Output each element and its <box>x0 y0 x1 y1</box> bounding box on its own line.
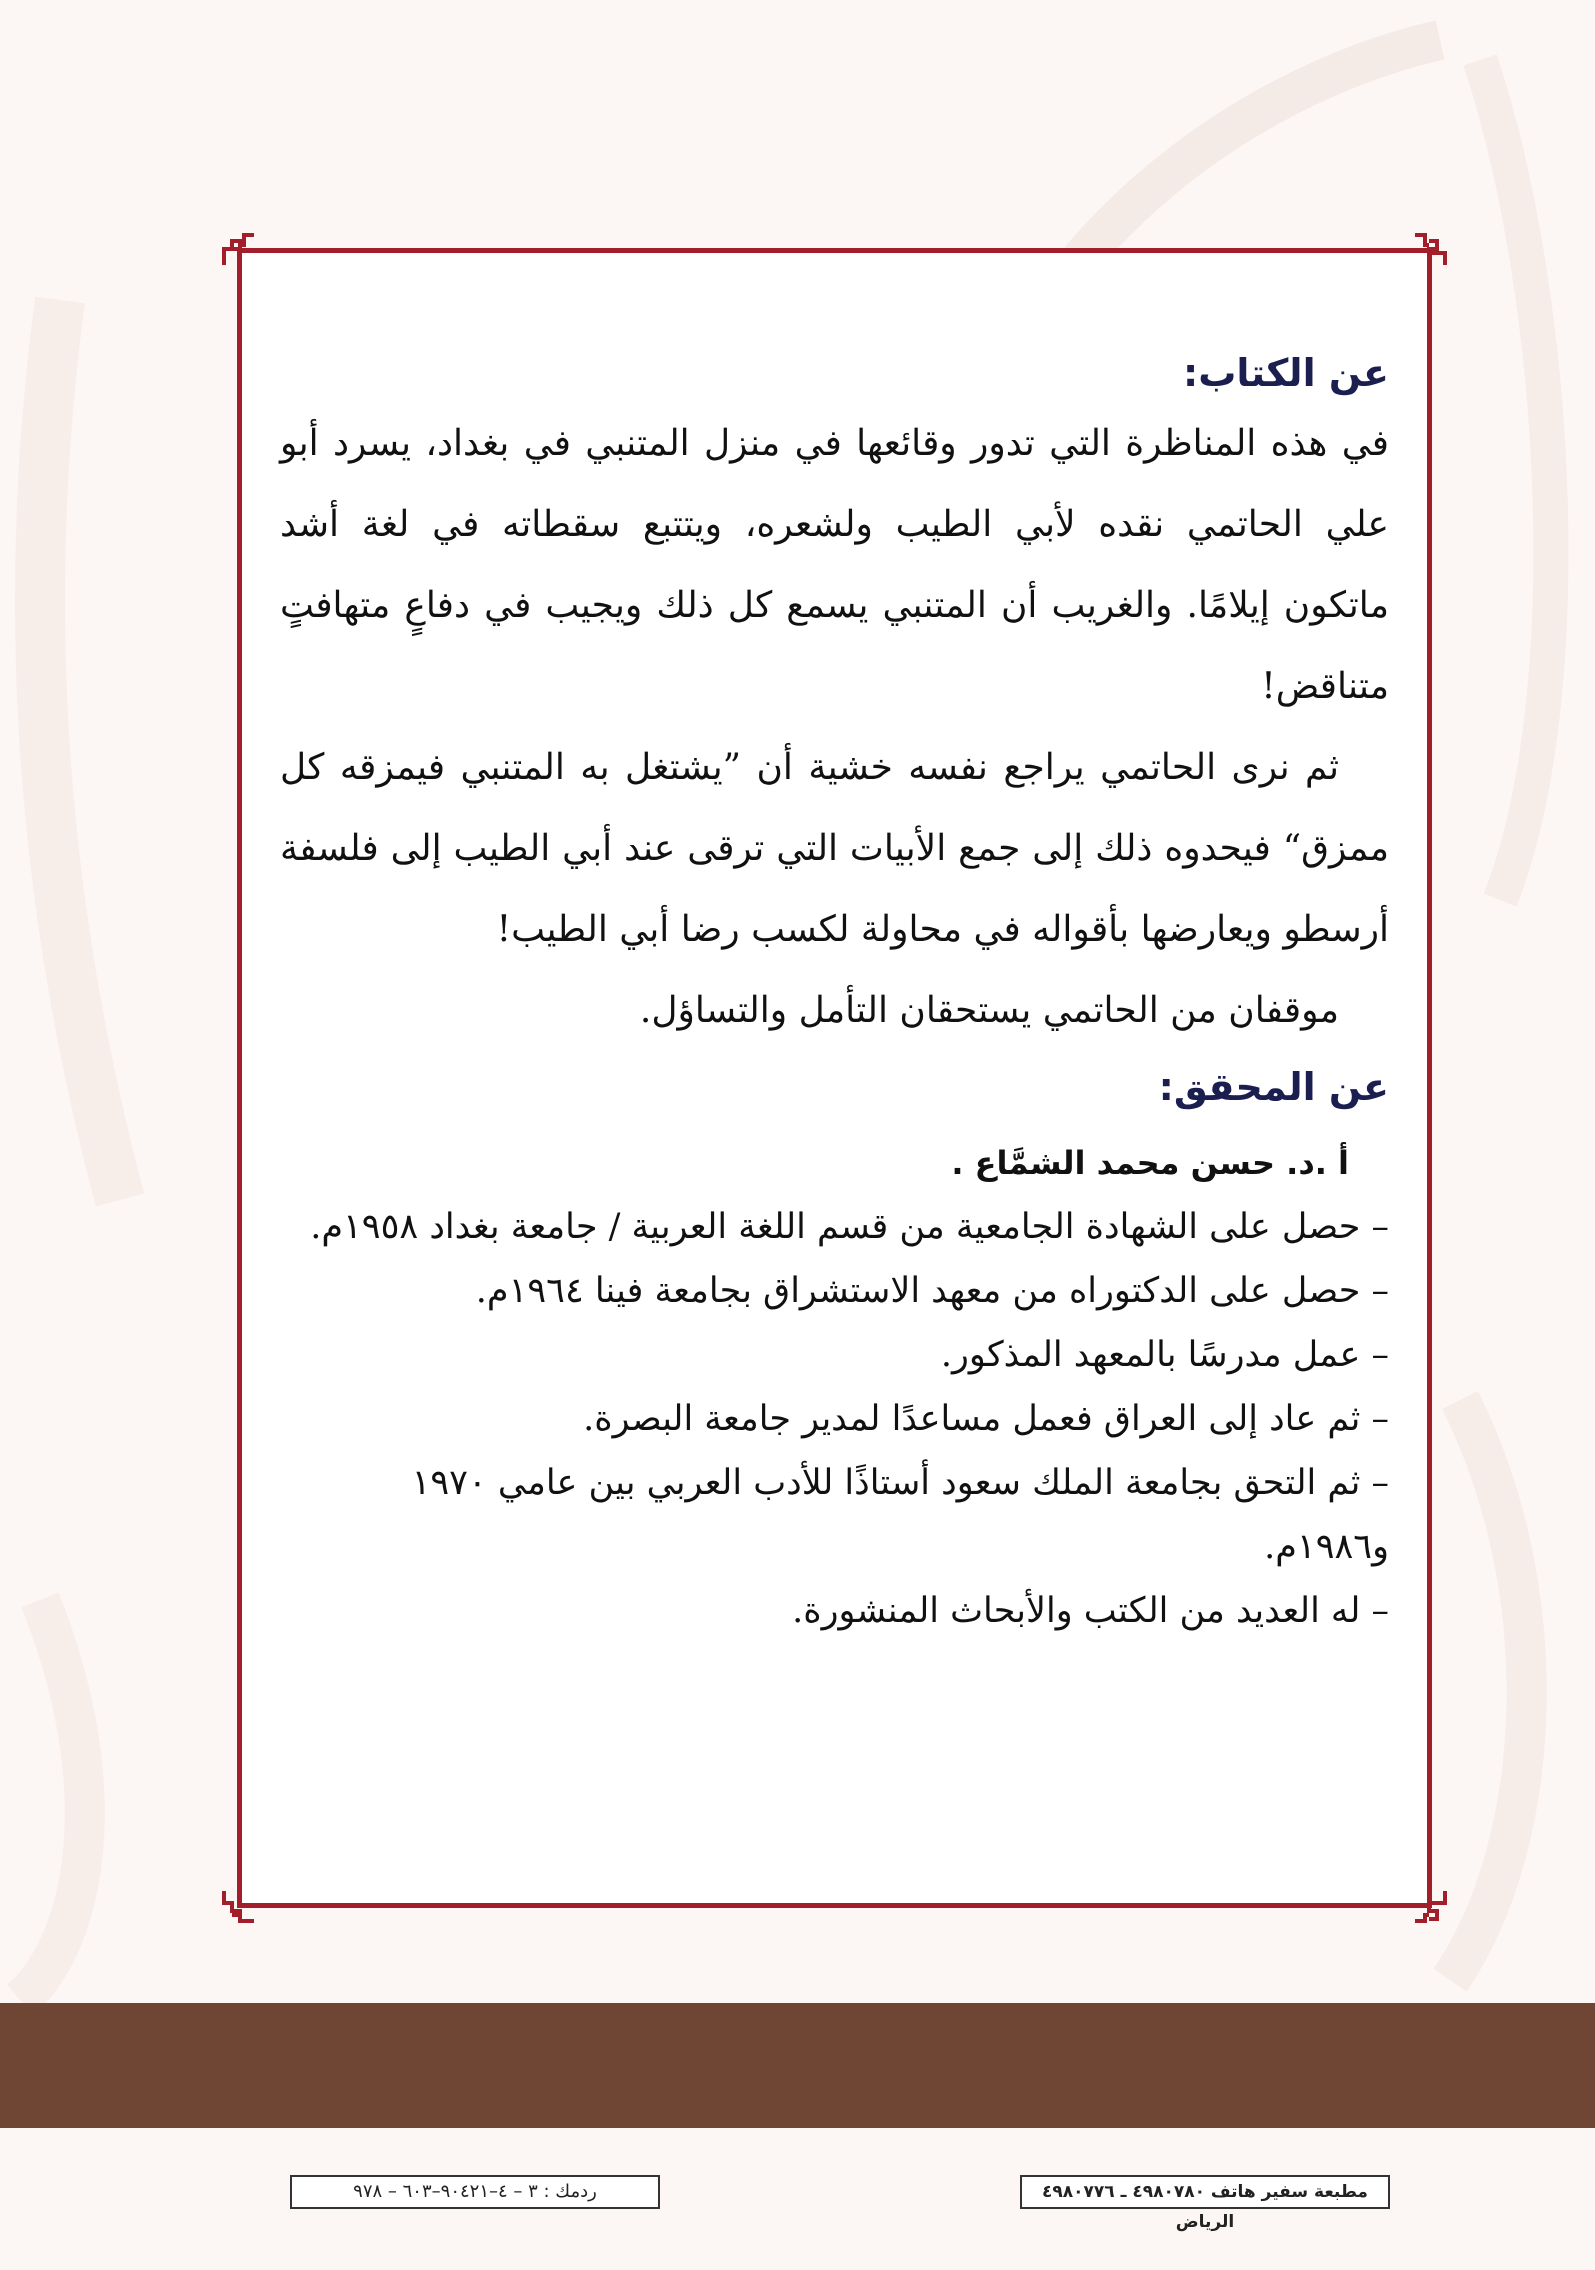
corner-ornament-icon <box>220 1891 254 1925</box>
corner-ornament-icon <box>1415 1891 1449 1925</box>
isbn-label: ردمك : ٣ – ٤–٩٠٤٢١–٦٠٣ – ٩٧٨ <box>290 2175 660 2209</box>
editor-bio-list <box>280 1195 1389 1643</box>
about-editor-heading: عن المحقق: <box>1158 1065 1389 1109</box>
bio-item: – ثم عاد إلى العراق فعمل مساعدًا لمدير جامعة البصرة. <box>583 1399 1389 1439</box>
bio-item: – عمل مدرسًا بالمعهد المذكور. <box>940 1335 1389 1375</box>
corner-ornament-icon <box>220 231 254 265</box>
bio-item: – حصل على الدكتوراه من معهد الاستشراق بجامعة فينا ١٩٦٤م. <box>475 1271 1389 1311</box>
about-book-heading: عن الكتاب: <box>1183 351 1389 395</box>
back-cover-text <box>280 343 1389 1643</box>
corner-ornament-icon <box>1415 231 1449 265</box>
about-book-paragraph: ثم نرى الحاتمي يراجع نفسه خشية أن ”يشتغل به المتنبي فيمزقه كل ممزق“ فيحدوه ذلك إلى جمع الأبيات التي ترقى عند أبي الطيب إلى فلسفة أرسطو ويعارضها بأقواله في محاولة لكسب رضا أبي الطيب! <box>280 747 1389 950</box>
bio-item: – ثم التحق بجامعة الملك سعود أستاذًا للأدب العربي بين عامي ١٩٧٠ و١٩٨٦م. <box>411 1463 1389 1567</box>
about-book-paragraph: موقفان من الحاتمي يستحقان التأمل والتساؤل. <box>639 990 1339 1031</box>
editor-name: أ .د. حسن محمد الشمَّاع . <box>951 1144 1349 1182</box>
about-book-paragraph: في هذه المناظرة التي تدور وقائعها في منزل المتنبي في بغداد، يسرد أبو علي الحاتمي نقده لأبي الطيب ولشعره، ويتتبع سقطاته في لغة أشد ماتكون إيلامًا. والغريب أن المتنبي يسمع كل ذلك ويجيب في دفاعٍ متهافتٍ متناقض! <box>280 423 1389 707</box>
printer-info: مطبعة سفير هاتف ٤٩٨٠٧٨٠ ـ ٤٩٨٠٧٧٦ الرياض <box>1020 2175 1390 2209</box>
bio-item: – له العديد من الكتب والأبحاث المنشورة. <box>792 1591 1389 1631</box>
bio-item: – حصل على الشهادة الجامعية من قسم اللغة العربية / جامعة بغداد ١٩٥٨م. <box>310 1207 1389 1247</box>
content-frame <box>237 248 1432 1908</box>
brown-band <box>0 2003 1595 2128</box>
